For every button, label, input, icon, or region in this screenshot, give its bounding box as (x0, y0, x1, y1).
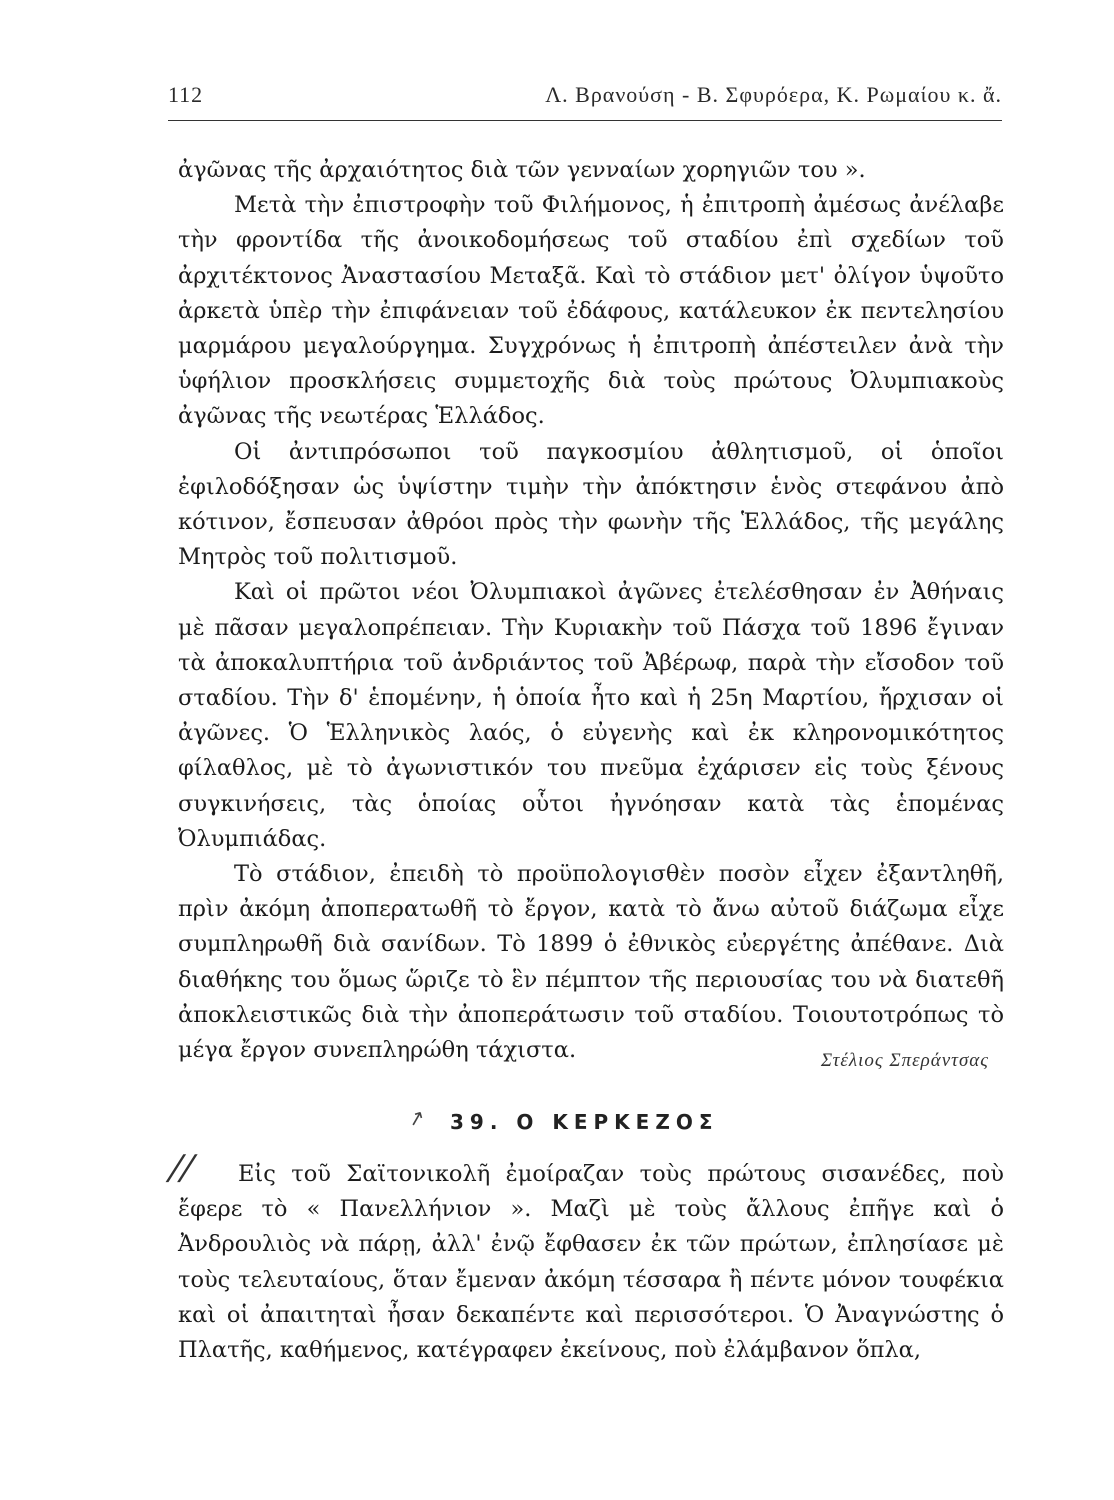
page-number: 112 (168, 82, 204, 107)
body-text (178, 153, 1004, 1068)
header-rule (168, 120, 1002, 121)
paragraph-3: Οἱ ἀντιπρόσωποι τοῦ παγκοσμίου ἀθλητισμοῦ, οἱ ὁποῖοι ἐφιλοδόξησαν ὡς ὑψίστην τιμὴν τὴν ἀπόκτησιν ἑνὸς στεφάνου ἀπὸ κότινον, ἔσπευσαν ἀθρόοι πρὸς τὴν φωνὴν τῆς Ἑλλάδος, τῆς μεγάλης Μητρὸς τοῦ πολιτισμοῦ. (178, 438, 1004, 571)
handwritten-mark: ↗ (405, 1104, 428, 1132)
paragraph-2: Μετὰ τὴν ἐπιστροφὴν τοῦ Φιλήμονος, ἡ ἐπιτροπὴ ἀμέσως ἀνέλαβε τὴν φροντίδα τῆς ἀνοικοδομήσεως τοῦ σταδίου ἐπὶ σχεδίων τοῦ ἀρχιτέκτονος Ἀναστασίου Μεταξᾶ. Καὶ τὸ στάδιον μετ' ὀλίγον ὑψοῦτο ἀρκετὰ ὑπὲρ τὴν ἐπιφάνειαν τοῦ ἐδάφους, κατάλευκον ἐκ πεντελησίου μαρμάρου μεγαλούργημα. Συγχρόνως ἡ ἐπιτροπὴ ἀπέστειλεν ἀνὰ τὴν ὑφήλιον προσκλήσεις συμμετοχῆς διὰ τοὺς πρώτους Ὀλυμπιακοὺς ἀγῶνας τῆς νεωτέρας Ἑλλάδος. (178, 192, 1004, 430)
handwritten-slash-mark: // (163, 1148, 200, 1188)
paragraph-1: ἀγῶνας τῆς ἀρχαιότητος διὰ τῶν γενναίων χορηγιῶν του ». (178, 157, 866, 183)
paragraph-4: Καὶ οἱ πρῶτοι νέοι Ὀλυμπιακοὶ ἀγῶνες ἐτελέσθησαν ἐν Ἀθήναις μὲ πᾶσαν μεγαλοπρέπειαν. Τὴν Κυριακὴν τοῦ Πάσχα τοῦ 1896 ἔγιναν τὰ ἀποκαλυπτήρια τοῦ ἀνδριάντος τοῦ Ἀβέρωφ, παρὰ τὴν εἴσοδον τοῦ σταδίου. Τὴν δ' ἑπομένην, ἡ ὁποία ἦτο καὶ ἡ 25η Μαρτίου, ἤρχισαν οἱ ἀγῶνες. Ὁ Ἑλληνικὸς λαός, ὁ εὐγενὴς καὶ ἐκ κληρονομικότητος φίλαθλος, μὲ τὸ ἀγωνιστικόν του πνεῦμα ἐχάρισεν εἰς τοὺς ξένους συγκινήσεις, τὰς ὁποίας οὗτοι ἠγνόησαν κατὰ τὰς ἑπομένας Ὀλυμπιάδας. (178, 579, 1004, 852)
section-paragraph: Εἰς τοῦ Σαϊτονικολῆ ἐμοίραζαν τοὺς πρώτους σισανέδες, ποὺ ἔφερε τὸ « Πανελλήνιον ». Μαζὶ μὲ τοὺς ἄλλους ἐπῆγε καὶ ὁ Ἀνδρουλιὸς νὰ πάρῃ, ἀλλ' ἐνῷ ἔφθασεν ἐκ τῶν πρώτων, ἐπλησίασε μὲ τοὺς τελευταίους, ὅταν ἔμεναν ἀκόμη τέσσαρα ἢ πέντε μόνον τουφέκια καὶ οἱ ἀπαιτηταὶ ἦσαν δεκαπέντε καὶ περισσότεροι. Ὁ Ἀναγνώστης ὁ Πλατῆς, καθήμενος, κατέγραφεν ἐκείνους, ποὺ ἐλάμβανον ὅπλα, (178, 1161, 1004, 1364)
header-authors: Λ. Βρανούση - Β. Σφυρόερα, Κ. Ρωμαίου κ. ἄ. (545, 82, 1002, 107)
section-text (163, 1148, 1004, 1368)
paragraph-5: Τὸ στάδιον, ἐπειδὴ τὸ προϋπολογισθὲν ποσὸν εἶχεν ἐξαντληθῆ, πρὶν ἀκόμη ἀποπερατωθῆ τὸ ἔργον, κατὰ τὸ ἄνω αὐτοῦ διάζωμα εἶχε συμπληρωθῆ διὰ σανίδων. Τὸ 1899 ὁ ἐθνικὸς εὐεργέτης ἀπέθανε. Διὰ διαθήκης του ὅμως ὥριζε τὸ ἓν πέμπτον τῆς περιουσίας του νὰ διατεθῆ ἀποκλειστικῶς διὰ τὴν ἀποπεράτωσιν τοῦ σταδίου. Τοιουτοτρόπως τὸ μέγα ἔργον συνεπληρώθη τάχιστα. (178, 861, 1004, 1064)
author-signature: Στέλιος Σπεράντσας (820, 1050, 989, 1071)
running-head (168, 82, 1002, 118)
section-heading: 39. Ο ΚΕΡΚΕΖΟΣ (450, 1110, 719, 1134)
